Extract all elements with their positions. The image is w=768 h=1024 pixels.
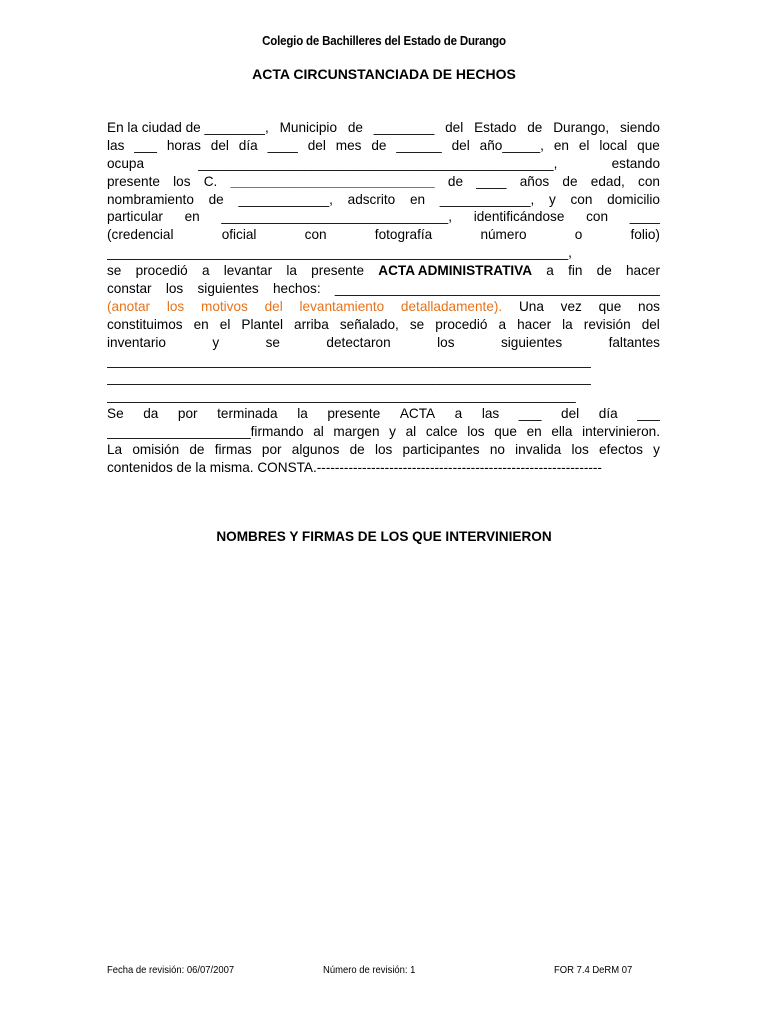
body-line bbox=[107, 459, 660, 477]
body-text-segment: Plantel bbox=[241, 316, 283, 332]
body-text-segment: ________________________________________________________________ bbox=[107, 352, 591, 368]
body-text-segment: siguientes bbox=[500, 334, 563, 350]
body-text-segment: ______________________________, bbox=[221, 209, 453, 225]
body-line bbox=[107, 405, 660, 423]
body-text-segment: que bbox=[494, 424, 517, 440]
body-text-segment: de bbox=[562, 173, 578, 189]
footer-form-code: FOR 7.4 DeRM 07 bbox=[554, 964, 633, 976]
body-text-segment: nos bbox=[638, 298, 660, 314]
body-text-segment: invalida bbox=[515, 442, 562, 458]
body-line bbox=[107, 441, 660, 459]
body-text-segment: los bbox=[166, 298, 185, 314]
body-text-segment: levantamiento bbox=[299, 298, 385, 314]
body-text-segment: día bbox=[238, 137, 258, 153]
body-line bbox=[107, 244, 660, 262]
body-text-segment: ___ bbox=[134, 137, 157, 153]
body-text-segment: identificándose bbox=[473, 209, 565, 225]
body-text-segment: por bbox=[261, 442, 282, 458]
body-text-segment: que bbox=[637, 137, 660, 153]
body-text-segment: las bbox=[107, 137, 125, 153]
body-text-segment: en bbox=[184, 209, 200, 225]
body-text-segment: terminada bbox=[217, 406, 278, 422]
body-text-segment: el bbox=[219, 316, 231, 332]
body-text-segment: con bbox=[304, 227, 327, 243]
body-text-segment: ___ bbox=[518, 406, 542, 422]
body-text-segment: presente bbox=[327, 406, 381, 422]
body-text-segment: los bbox=[467, 424, 485, 440]
body-text-segment: presente bbox=[107, 173, 160, 189]
body-text-segment: ______ bbox=[396, 137, 442, 153]
body-text-segment: los bbox=[571, 442, 589, 458]
document-title: ACTA CIRCUNSTANCIADA DE HECHOS bbox=[252, 66, 516, 82]
body-text-segment: presente bbox=[311, 263, 365, 279]
body-text-segment: Durango, bbox=[553, 120, 610, 135]
body-text-segment: al bbox=[313, 424, 324, 440]
body-text-segment: inventario bbox=[107, 334, 166, 350]
body-text-segment: no bbox=[489, 442, 505, 458]
body-text-segment: firmas bbox=[214, 442, 252, 458]
body-text-segment: en bbox=[526, 424, 542, 440]
body-text-segment: día bbox=[598, 406, 618, 422]
body-text-segment: ella bbox=[551, 424, 573, 440]
body-text-segment: omisión bbox=[132, 442, 180, 458]
body-text-segment: del bbox=[445, 120, 464, 135]
body-text-segment: los bbox=[437, 334, 455, 350]
body-text-segment: a bbox=[454, 406, 463, 422]
body-text-segment: ____ bbox=[267, 137, 298, 153]
body-text-segment: y bbox=[653, 442, 660, 458]
body-text-segment: algunos bbox=[291, 442, 340, 458]
body-line bbox=[107, 387, 660, 405]
body-text-segment: en bbox=[193, 316, 209, 332]
body-text-segment: estando bbox=[611, 155, 660, 171]
body-line bbox=[107, 334, 660, 352]
body-text-segment: margen bbox=[333, 424, 380, 440]
body-line bbox=[107, 173, 660, 191]
body-text-segment: en bbox=[553, 137, 569, 153]
body-text-segment: ocupa bbox=[107, 155, 145, 171]
body-text-segment: en bbox=[409, 191, 426, 207]
body-text-segment: constituimos bbox=[107, 316, 183, 332]
body-text-segment: del bbox=[641, 316, 660, 332]
body-text-segment: hechos: bbox=[272, 281, 321, 297]
body-text-segment: local bbox=[599, 137, 628, 153]
body-text-segment: de bbox=[208, 191, 224, 207]
body-text-segment: siendo bbox=[619, 120, 660, 135]
body-text-segment: que bbox=[598, 298, 622, 314]
body-text-segment: La bbox=[107, 442, 123, 458]
body-text-segment: a bbox=[546, 263, 554, 279]
body-text-segment: del bbox=[307, 137, 326, 153]
body-text-segment: por bbox=[177, 406, 198, 422]
body-text-segment: los bbox=[165, 281, 184, 297]
body-text-segment: ________ bbox=[373, 120, 435, 135]
body-text-segment: ________________________________________________________________ bbox=[107, 370, 591, 386]
body-text-segment: contenidos de la misma. CONSTA.--------------------------------------------------------------- bbox=[107, 459, 602, 475]
body-text-segment: la bbox=[297, 406, 308, 422]
body-line bbox=[107, 298, 660, 316]
body-text-segment: y bbox=[212, 334, 220, 350]
body-text-segment: al bbox=[405, 424, 417, 440]
body-text-segment: el bbox=[578, 137, 590, 153]
body-text-segment: constar bbox=[107, 281, 152, 297]
body-text-segment: los bbox=[173, 173, 191, 189]
body-text-segment: oficial bbox=[221, 227, 257, 243]
body-text-segment: ___________________________ bbox=[230, 173, 435, 189]
body-text-segment: de bbox=[349, 442, 365, 458]
body-text-segment: a bbox=[201, 263, 210, 279]
body-text-segment: del bbox=[561, 406, 580, 422]
body-text-segment: número bbox=[480, 227, 527, 243]
body-text-segment: adscrito bbox=[347, 191, 396, 207]
body-text-segment: En la ciudad de ________, bbox=[107, 120, 269, 135]
body-text-segment: mes bbox=[335, 137, 362, 153]
body-text-segment: detalladamente). bbox=[400, 298, 503, 314]
body-text-segment: folio) bbox=[630, 227, 660, 243]
body-line bbox=[107, 280, 660, 298]
act-body-text bbox=[107, 119, 660, 477]
body-text-segment: Una bbox=[518, 298, 544, 314]
body-text-segment: particular bbox=[107, 209, 163, 225]
body-text-segment: las bbox=[481, 406, 500, 422]
footer-revision-number: Número de revisión: 1 bbox=[323, 964, 416, 976]
body-line bbox=[107, 369, 660, 387]
body-text-segment: ___________________firmando bbox=[107, 424, 304, 440]
footer-revision-date: Fecha de revisión: 06/07/2007 bbox=[107, 964, 235, 976]
body-text-segment: ____ bbox=[629, 209, 660, 225]
body-text-segment: Se bbox=[107, 406, 124, 422]
body-text-segment: hacer bbox=[517, 316, 552, 332]
body-text-segment: ______________________________________________________________ bbox=[107, 388, 576, 404]
body-text-segment: años bbox=[519, 173, 550, 189]
body-text-segment: nombramiento bbox=[107, 191, 194, 207]
body-text-segment: calce bbox=[425, 424, 458, 440]
body-text-segment: ____________, bbox=[439, 191, 535, 207]
body-text-segment: se bbox=[409, 316, 425, 332]
body-text-segment: la bbox=[286, 263, 297, 279]
body-text-segment: (anotar bbox=[107, 298, 151, 314]
body-text-segment: de bbox=[371, 137, 387, 153]
body-text-segment: del bbox=[210, 137, 229, 153]
body-text-segment: con bbox=[586, 209, 609, 225]
body-text-segment: a bbox=[498, 316, 507, 332]
body-text-segment: horas bbox=[166, 137, 201, 153]
body-text-segment: y bbox=[548, 191, 556, 207]
body-text-segment: de bbox=[527, 120, 543, 135]
body-text-segment: motivos bbox=[201, 298, 248, 314]
body-text-segment: edad, bbox=[590, 173, 625, 189]
body-text-segment: siguientes bbox=[197, 281, 259, 297]
body-text-segment: levantar bbox=[223, 263, 273, 279]
body-line bbox=[107, 423, 660, 441]
body-text-segment: de bbox=[596, 263, 612, 279]
body-text-segment: o bbox=[574, 227, 583, 243]
body-text-segment: Estado bbox=[474, 120, 517, 135]
body-text-segment: de bbox=[347, 120, 363, 135]
body-text-segment: C. bbox=[203, 173, 218, 189]
body-text-segment: ___________________________________________ bbox=[334, 281, 660, 297]
body-text-segment: y bbox=[389, 424, 396, 440]
body-line bbox=[107, 208, 660, 226]
body-text-segment: _______________________________________________, bbox=[198, 155, 558, 171]
body-text-segment: ___ bbox=[637, 406, 660, 422]
body-text-segment: revisión bbox=[583, 316, 631, 332]
body-text-segment: intervinieron. bbox=[582, 424, 660, 440]
body-text-segment: (credencial bbox=[107, 227, 174, 243]
body-text-segment: del bbox=[451, 137, 470, 153]
body-text-segment: se bbox=[107, 263, 122, 279]
body-text-segment: procedió bbox=[135, 263, 188, 279]
body-text-segment: hacer bbox=[625, 263, 660, 279]
body-text-segment: participantes bbox=[402, 442, 480, 458]
body-text-segment: vez bbox=[560, 298, 582, 314]
body-text-segment: fotografía bbox=[374, 227, 433, 243]
body-line bbox=[107, 155, 660, 173]
body-text-segment: año_____, bbox=[479, 137, 544, 153]
body-text-segment: ACTA bbox=[399, 406, 436, 422]
body-line bbox=[107, 262, 660, 280]
body-text-segment: los bbox=[374, 442, 393, 458]
body-text-segment: efectos bbox=[599, 442, 643, 458]
body-text-segment: domicilio bbox=[607, 191, 660, 207]
body-text-segment: del bbox=[264, 298, 283, 314]
body-line bbox=[107, 137, 660, 155]
body-text-segment: de bbox=[447, 173, 464, 189]
body-text-segment: se bbox=[265, 334, 280, 350]
body-text-segment: fin bbox=[568, 263, 583, 279]
body-text-segment: da bbox=[143, 406, 159, 422]
body-line bbox=[107, 119, 660, 137]
body-text-segment: Municipio bbox=[279, 120, 338, 135]
body-text-segment: ____ bbox=[476, 173, 507, 189]
body-text-segment: procedió bbox=[435, 316, 488, 332]
body-text-segment: arriba bbox=[294, 316, 329, 332]
body-text-segment: la bbox=[562, 316, 573, 332]
body-text-segment: señalado, bbox=[339, 316, 399, 332]
body-text-segment: con bbox=[638, 173, 660, 189]
body-line bbox=[107, 226, 660, 244]
institution-name: Colegio de Bachilleres del Estado de Durango bbox=[262, 34, 506, 48]
body-text-segment: ACTA ADMINISTRATIVA bbox=[378, 263, 533, 279]
body-text-segment: de bbox=[189, 442, 205, 458]
body-text-segment: faltantes bbox=[608, 334, 660, 350]
body-line bbox=[107, 316, 660, 334]
body-text-segment: detectaron bbox=[326, 334, 391, 350]
body-text-segment: con bbox=[570, 191, 593, 207]
body-line bbox=[107, 191, 660, 209]
body-line bbox=[107, 352, 660, 370]
body-text-segment: ____________, bbox=[238, 191, 333, 207]
body-text-segment: _____________________________________________________________, bbox=[107, 245, 572, 261]
signatures-title: NOMBRES Y FIRMAS DE LOS QUE INTERVINIERON bbox=[216, 529, 552, 544]
